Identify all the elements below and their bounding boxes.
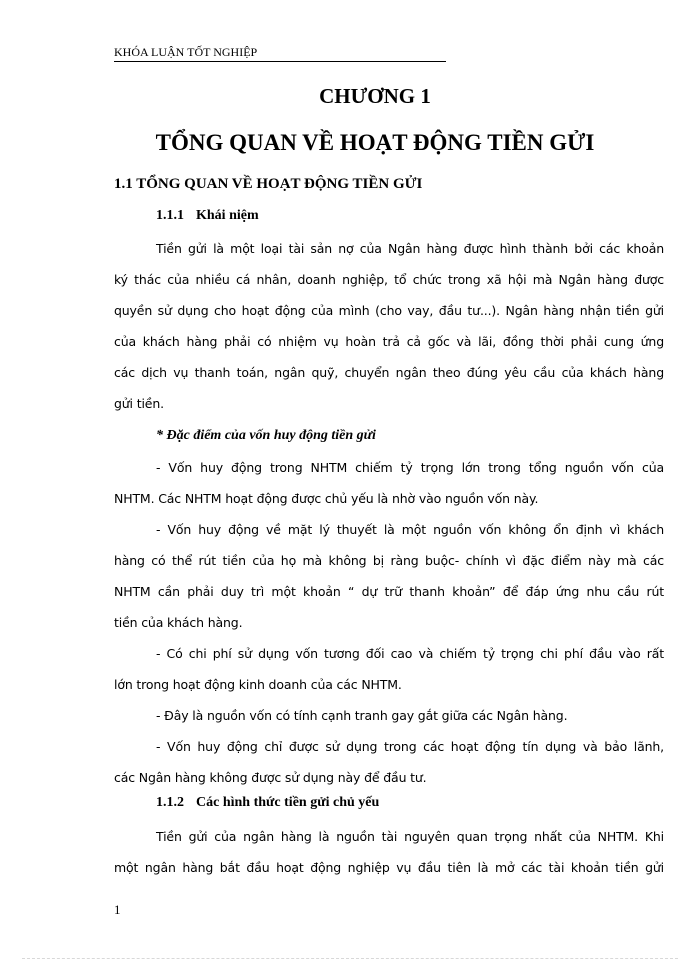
bullet-line: - Đây là nguồn vốn có tính cạnh tranh gay gắt giữa các Ngân hàng. — [156, 708, 568, 723]
bullet-line: lớn trong hoạt động kinh doanh của các NHTM. — [114, 677, 402, 692]
bullet-line: hàng có thể rút tiền của họ mà không bị ràng buộc- chính vì đặc điểm này mà các — [114, 553, 664, 568]
bullet-line: - Vốn huy động về mặt lý thuyết là một nguồn vốn không ổn định vì khách — [156, 522, 664, 537]
paragraph-line: ký thác của nhiều cá nhân, doanh nghiệp, tổ chức trong xã hội mà Ngân hàng được — [114, 272, 664, 287]
page-number: 1 — [114, 902, 121, 917]
paragraph-line: một ngân hàng bắt đầu hoạt động nghiệp vụ đầu tiên là mở các tài khoản tiền gửi — [114, 860, 664, 875]
paragraph-line: của khách hàng phải có nhiệm vụ hoàn trả cả gốc và lãi, đồng thời phải cung ứng — [114, 334, 664, 349]
page-bottom-divider — [22, 958, 678, 959]
bullet-line: - Vốn huy động chỉ được sử dụng trong các hoạt động tín dụng và bảo lãnh, — [156, 739, 664, 754]
section-heading-1-1-2 — [156, 795, 379, 811]
paragraph-line: Tiền gửi của ngân hàng là nguồn tài nguyên quan trọng nhất của NHTM. Khi — [156, 829, 664, 844]
bullet-line: tiền của khách hàng. — [114, 615, 243, 630]
section-heading-1-1: 1.1 TỔNG QUAN VỀ HOẠT ĐỘNG TIỀN GỬI — [114, 176, 423, 192]
bullet-line: NHTM cần phải duy trì một khoản “ dự trữ thanh khoản” để đáp ứng nhu cầu rút — [114, 584, 664, 599]
paragraph-line: Tiền gửi là một loại tài sản nợ của Ngân hàng được hình thành bởi các khoản — [156, 241, 664, 256]
paragraph-line: quyền sử dụng cho hoạt động của mình (cho vay, đầu tư...). Ngân hàng nhận tiền gửi — [114, 303, 664, 318]
bullet-line: NHTM. Các NHTM hoạt động được chủ yếu là nhờ vào nguồn vốn này. — [114, 491, 539, 506]
section-number: 1.1.1 — [156, 208, 184, 223]
section-title: Các hình thức tiền gửi chủ yếu — [196, 795, 380, 810]
paragraph-line: các dịch vụ thanh toán, ngân quỹ, chuyển ngân theo đúng yêu cầu của khách hàng — [114, 365, 664, 380]
chapter-number: CHƯƠNG 1 — [319, 84, 431, 108]
section-number: 1.1.2 — [156, 795, 184, 810]
running-header: KHÓA LUẬN TỐT NGHIỆP — [114, 44, 446, 62]
features-heading: * Đặc điểm của vốn huy động tiền gửi — [156, 428, 376, 443]
bullet-line: các Ngân hàng không được sử dụng này để đầu tư. — [114, 770, 427, 785]
paragraph-line: gửi tiền. — [114, 396, 164, 411]
bullet-line: - Có chi phí sử dụng vốn tương đối cao và chiếm tỷ trọng chi phí đầu vào rất — [156, 646, 664, 661]
bullet-line: - Vốn huy động trong NHTM chiếm tỷ trọng lớn trong tổng nguồn vốn của — [156, 460, 664, 475]
chapter-title: TỔNG QUAN VỀ HOẠT ĐỘNG TIỀN GỬI — [155, 130, 595, 155]
section-title: Khái niệm — [196, 208, 259, 223]
section-heading-1-1-1 — [156, 208, 259, 224]
